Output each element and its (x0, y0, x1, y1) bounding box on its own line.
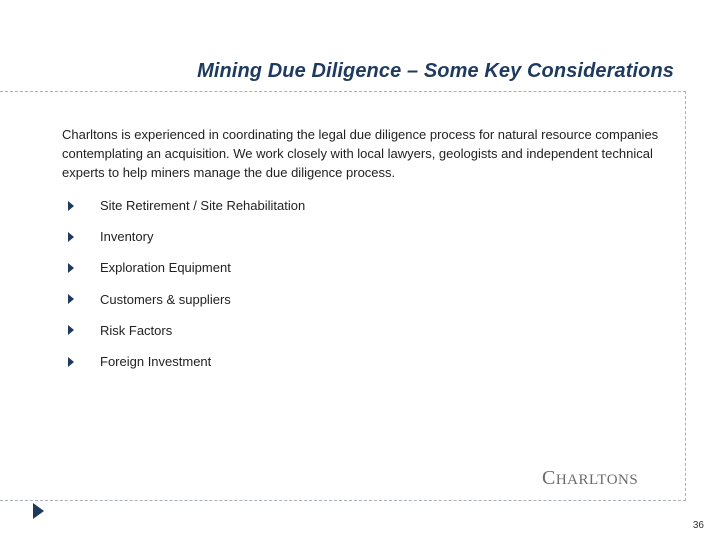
bullet-item (62, 315, 662, 346)
bullet-item (62, 284, 662, 315)
charltons-logo (542, 467, 638, 490)
bullet-item (62, 190, 662, 221)
intro-paragraph: Charltons is experienced in coordinating the legal due diligence process for natural resource companies contemplating an acquisition. We work closely with local lawyers, geologists and independent technical experts to help miners manage the due diligence process. (62, 127, 659, 180)
bullet-text: Customers & suppliers (100, 291, 231, 307)
bullet-list (62, 190, 662, 377)
bullet-item (62, 346, 662, 377)
logo-initial: C (542, 467, 556, 489)
triangle-right-icon (68, 263, 74, 273)
logo-rest: HARLTONS (555, 472, 639, 488)
triangle-right-icon (68, 232, 74, 242)
top-divider (0, 91, 686, 92)
slide-title: Mining Due Diligence – Some Key Considerations (197, 60, 674, 82)
triangle-right-icon[interactable] (33, 503, 44, 519)
bullet-text: Foreign Investment (100, 354, 212, 370)
bottom-divider (0, 500, 686, 501)
bullet-text: Risk Factors (100, 322, 173, 338)
right-divider (685, 91, 686, 501)
bullet-text: Inventory (100, 229, 154, 245)
triangle-right-icon (68, 294, 74, 304)
bullet-item (62, 252, 662, 283)
page-number: 36 (692, 520, 704, 531)
bullet-text: Site Retirement / Site Rehabilitation (100, 198, 306, 214)
bullet-item (62, 221, 662, 252)
triangle-right-icon (68, 201, 74, 211)
triangle-right-icon (68, 325, 74, 335)
bullet-text: Exploration Equipment (100, 260, 231, 276)
triangle-right-icon (68, 357, 74, 367)
